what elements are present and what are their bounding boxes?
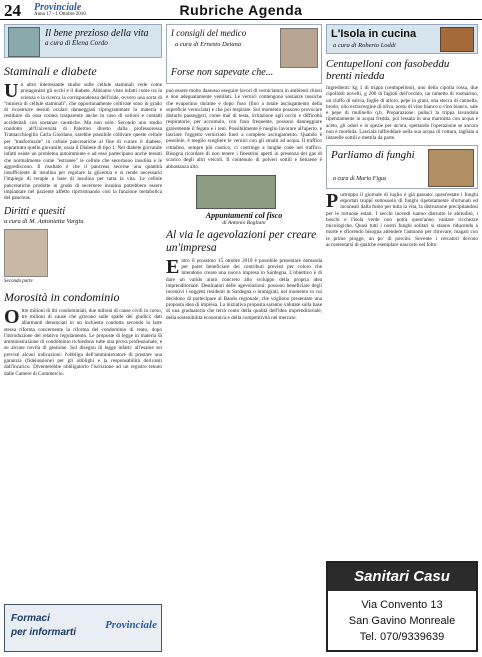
column-box-header	[4, 24, 162, 58]
promo-logo: Provinciale	[105, 619, 157, 631]
medico-title: I consigli del medico	[171, 28, 247, 38]
promo-banner[interactable]	[4, 604, 162, 652]
drop-cap: U	[4, 80, 19, 102]
medico-author: a cura di Ernesto Deiana	[175, 41, 242, 48]
medico-text: può essere molto dannoso eseguire lavori di verniciatura in ambienti chiusi e non adeguatamente ventilati. Le vernici contengono sostanze tossiche che evaporano durante e dopo l'uso (fino a totale asciugamento della superficie verniciata) e che poi respirate. Sul momento possono provocare disturbi passeggeri, come mal di testa, irritazione agli occhi e difficoltà respiratorie, per accumulo, con l'uso frequente, possono danneggiare gravemente il fegato e i reni. Possibilmente è meglio lavorare all'aperto, e lasciare l'oggetto verniciato fuori a completo asciugamento. Quando è possibile, è meglio scegliere le vernici con gli smalti ad acqua. Il traffico cittadino, sempre più caotico, ci costringe a lunghe code nel traffico. Bisogna ricordare di non tenere i finestrini aperti in presenza del gas di scarico degli altri veicoli. Il contenuto di polveri sottili e benzene è abbastanza alto.	[166, 88, 322, 170]
author-portrait	[4, 229, 48, 277]
article-title: Staminali e diabete	[4, 64, 97, 78]
box-author: a cura di Elena Cordo	[45, 39, 108, 47]
funghi-text: urtroppo il giornale di luglio è già passato: quest'estate i funghi esportati troppi sottosuolo di funghi ripetutamente sfortunati ed incuneati dalla fumo per tutta la vita, la distruzione precipitandosi per le tortuose estati. I secchi incendi hanno distrutto le abitudini, i boschi e l'isola verde non potrà quest'anno vantare ricchezze micologiche. Quasi tutti i nostri funghi solitari si stanno riducendo a morte e sfiorendo bisogna attendere l'autunno per ritrovare, magari con le prime piogge, un po' di porcini. Sovente i cercatori devono accontentarsi di qualche esemplare nascosto nel folto.	[326, 191, 478, 249]
fisco-photo	[196, 175, 276, 209]
box2-title: Diritti e quesiti	[4, 205, 66, 217]
fisco-headline: Al via le agevolazioni per creare un'impresa	[166, 228, 317, 254]
author-photo	[8, 27, 40, 57]
column-middle	[166, 24, 322, 652]
article2-text: ltre milioni di liti condominiali, due milioni di cause civili in corso, tre milioni di cause che gravano sulle spalle dei giudici; dati allarmanti denunciati in un inchiesta condotta secondo la larte stessa riforma concernente la riforma del condominio di reato, dopo l'introduzione del relativo regolamento. Le proposte di legge in materia di amministrazione di condominio richiedono tutte una prova professionale, e su alcune novità di gestione. Sul disegno di legge infatti: all'esame sei previsti alcuni indicazioni: l'obbligo dell'amministratore di prestare una garanzia (fideiussione) per gli obblighi e la responsabilità derivanti dall'incarico. Diventerebbe obbligatorio l'iscrizione ad un registro tenuto dalle Camere di Commercio.	[4, 307, 162, 377]
advertisement[interactable]	[326, 561, 478, 652]
promo-line-2: per informarti	[11, 627, 77, 638]
medico-subtitle: Forse non sapevate che...	[171, 67, 274, 78]
fisco-header	[166, 175, 322, 225]
article2-body	[4, 305, 162, 377]
section-title: Rubriche Agenda	[179, 2, 303, 18]
fisco-body: ntro il prossimo 15 ottobre 2010 è possibile presentare domanda per poter beneficiare dei contributi previsti per coloro che intendono creare una nuova impresa in Sardegna. L'obiettivo è di dare un valido aiuto concreto allo sviluppo della propria idea imprenditoriale. Destinatari delle agevolazioni: possono beneficiare degli incentivi i soggetti residenti in Sardegna o immigrati, nel momento in cui decidono di partecipare al Bando regionale, che vogliono presentare una proposta idea di impresa. La iniziativa proposta saranno valutate sulla base di una graduatoria che terrà conto della qualità dell'idea imprenditoriale, della sostenibilità economica e della competitività nel mercato.	[166, 257, 322, 321]
mushroom-photo	[428, 149, 474, 187]
cucina-title: L'Isola in cucina	[331, 28, 417, 40]
promo-line-1: Formaci	[11, 613, 50, 624]
column-left	[4, 24, 162, 652]
medico-header	[166, 24, 322, 84]
article-text: n altro interessante studio sulle cellule staminali vede come protagonisti gli occhi e il diabete. Abbiamo visto infatti come tra la scienza e la ricerca la corrispondenza dell'iride, ovvero una sorta di "miniera di cellule staminali", che opportunamente coltivate sono in grado di ricostruire tessuti oculari danneggiati riprogrammate la materia e restituire da ossa cornea trasparente anche in caso di ustioni e contatti accidentali con sostanze caustiche. Ma non solo. Secondo uno studio condotto all'Università di Palermo diretto dalla professoressa Tramacchiogilia Carla Giordano, sarebbe possibile coltivare queste cellule per "trasformarle" in cellule pancreatiche al fine di curare il diabete, soprattutto quello giovanile, ossia il Diabete di tipo 1. Nel diabete giovanile infatti esiste un problema autoimmune e ad esso partecipano anche tessuti che normalmente come "estranee" le cellule che secernono insulina e le aggrediscono. Il risultato è che il pancreas secerne una quantità insufficiente di insulina per regolare la glicemia e si rende necessario l'impiego di terapie a base di insulina per tutta la vita. Le cellule pancreatiche prodotte in grado di secernere insulina potrebbero essere impiantate nel paziente affetto riprristinando così la funzione metabolica del pancreas.	[4, 82, 162, 202]
drop-cap-4: P	[326, 189, 339, 212]
funghi-author: a cura di Mario Figus	[333, 175, 387, 182]
ad-phone: Tel. 070/9339639	[359, 631, 445, 643]
drop-cap-2: O	[4, 305, 20, 328]
fisco-author: di Antonio Bogliani	[222, 219, 266, 226]
ad-address: Via Convento 13	[361, 599, 443, 611]
brand-logo: Provinciale	[34, 2, 82, 13]
cucina-author: a cura di Roberto Loddi	[333, 42, 396, 49]
page-number: 24	[4, 1, 21, 20]
page-header	[0, 0, 482, 20]
drop-cap-3: E	[166, 255, 180, 278]
doctor-photo	[280, 28, 318, 68]
recipe-title: Centupelloni con fasobeddu brenti niedda	[326, 58, 450, 82]
recipe-text: Ingredienti: kg 1 di trippa (centupelloni), uno della cipolla rossa, due cipollotti novelli, g 200 di fagioli dell'occhio, un rametto di rosmarino, un ciuffo di salvia, foglie di alloro, pepe in grani, una stecca di cannella, brodo, olio extravergine di oliva, aceto di vino bianco o vino bianco, sale e pepe di mulinello q.b. Preparazione: pulisci la trippa lavandola ripetutamente in acqua fredda, poi lessala in una marmitta con acqua e aceto, gli odori e lo spezie per un'ora, spettando l'operazione se ancora non è morbida. Lasciala raffreddare nella sua acqua di cottura, tagliala a listarelle sottili e mettila da parte.	[326, 85, 478, 142]
fisco-title: Appuntamenti col fisco	[205, 210, 283, 220]
column-right	[326, 24, 478, 652]
ad-name: Sanitari Casu	[328, 563, 476, 591]
box-title: Il bene prezioso della vita	[45, 28, 149, 39]
funghi-title: Parliamo di funghi	[331, 148, 415, 161]
issue-line: Anno 17 - 1 Ottobre 2010	[34, 12, 86, 17]
funghi-body	[326, 189, 478, 249]
article2-title: Morosità in condominio	[4, 289, 120, 304]
fisco-text	[166, 255, 322, 321]
cucina-header	[326, 24, 478, 54]
ad-city: San Gavino Monreale	[348, 615, 456, 627]
portrait-caption: Seconda parte	[4, 278, 33, 284]
dish-photo	[440, 27, 474, 52]
article-body	[4, 82, 162, 202]
funghi-header	[326, 145, 478, 189]
box2-author: a cura di M. Antonietta Vargiu	[4, 217, 84, 225]
